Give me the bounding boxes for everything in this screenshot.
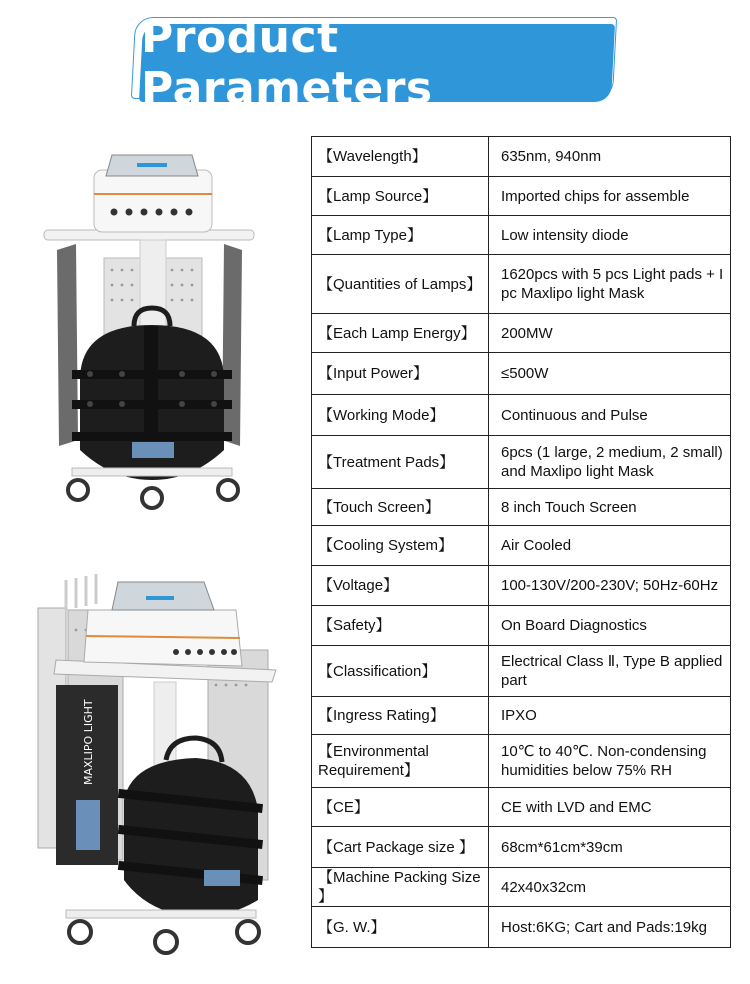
spec-row	[312, 314, 731, 353]
spec-value: 68cm*61cm*39cm	[489, 827, 731, 868]
spec-row	[312, 255, 731, 314]
spec-row	[312, 436, 731, 489]
spec-row	[312, 606, 731, 646]
spec-value: 10℃ to 40℃. Non-condensing humidities below 75% RH	[489, 735, 731, 788]
spec-value: 42x40x32cm	[489, 868, 731, 907]
spec-key: 【Touch Screen】	[312, 489, 489, 526]
spec-key: 【Quantities of Lamps】	[312, 255, 489, 314]
spec-key: 【Each Lamp Energy】	[312, 314, 489, 353]
spec-key: 【Wavelength】	[312, 137, 489, 177]
spec-table	[311, 136, 731, 948]
spec-row	[312, 395, 731, 436]
spec-value: ≤500W	[489, 353, 731, 395]
wheel-icon	[155, 931, 177, 953]
spec-row	[312, 827, 731, 868]
wheel-icon	[237, 921, 259, 943]
spec-key: 【Cart Package size 】	[312, 827, 489, 868]
spec-row	[312, 137, 731, 177]
spec-row	[312, 566, 731, 606]
mask-logo	[132, 442, 174, 458]
wheel-icon	[218, 480, 238, 500]
spec-key: 【Working Mode】	[312, 395, 489, 436]
spec-value: Electrical Class Ⅱ, Type B applied part	[489, 646, 731, 697]
spec-row	[312, 735, 731, 788]
spec-key: 【Voltage】	[312, 566, 489, 606]
spec-key: 【Environmental Requirement】	[312, 735, 489, 788]
spec-value: On Board Diagnostics	[489, 606, 731, 646]
spec-value: 200MW	[489, 314, 731, 353]
wheel-icon	[142, 488, 162, 508]
spec-key: 【G. W.】	[312, 907, 489, 948]
spec-row	[312, 697, 731, 735]
spec-row	[312, 646, 731, 697]
spec-value: Imported chips for assemble	[489, 177, 731, 216]
spec-row	[312, 788, 731, 827]
mask-logo	[204, 870, 240, 886]
spec-value: CE with LVD and EMC	[489, 788, 731, 827]
spec-value: 8 inch Touch Screen	[489, 489, 731, 526]
spec-key: 【Cooling System】	[312, 526, 489, 566]
pad-brand-label: MAXLIPO LIGHT	[82, 699, 95, 785]
spec-row	[312, 868, 731, 907]
spec-key: 【Lamp Type】	[312, 216, 489, 255]
left-light-pad	[57, 244, 78, 446]
banner-fill	[139, 12, 615, 114]
spec-row	[312, 177, 731, 216]
spec-value: Host:6KG; Cart and Pads:19kg	[489, 907, 731, 948]
machine-angled-image	[36, 570, 286, 960]
spec-value: 100-130V/200-230V; 50Hz-60Hz	[489, 566, 731, 606]
spec-key: 【Safety】	[312, 606, 489, 646]
title-banner	[133, 12, 621, 114]
spec-value: 1620pcs with 5 pcs Light pads + I pc Maxlipo light Mask	[489, 255, 731, 314]
spec-key: 【Input Power】	[312, 353, 489, 395]
spec-row	[312, 216, 731, 255]
spec-row	[312, 489, 731, 526]
spec-key: 【Treatment Pads】	[312, 436, 489, 489]
spec-value: 6pcs (1 large, 2 medium, 2 small) and Maxlipo light Mask	[489, 436, 731, 489]
spec-row	[312, 353, 731, 395]
spec-row	[312, 907, 731, 948]
spec-key: 【CE】	[312, 788, 489, 827]
spec-key: 【Ingress Rating】	[312, 697, 489, 735]
spec-key: 【Lamp Source】	[312, 177, 489, 216]
right-light-pad	[222, 244, 242, 446]
spec-row	[312, 526, 731, 566]
spec-key: 【Machine Packing Size 】	[312, 868, 489, 907]
spec-value: Continuous and Pulse	[489, 395, 731, 436]
spec-value: 635nm, 940nm	[489, 137, 731, 177]
spec-value: IPXO	[489, 697, 731, 735]
spec-value: Air Cooled	[489, 526, 731, 566]
machine-body	[94, 170, 212, 232]
spec-value: Low intensity diode	[489, 216, 731, 255]
wheel-icon	[69, 921, 91, 943]
page-title: Product Parameters	[141, 12, 433, 114]
spec-key: 【Classification】	[312, 646, 489, 697]
wheel-icon	[68, 480, 88, 500]
machine-front-image	[42, 150, 262, 520]
